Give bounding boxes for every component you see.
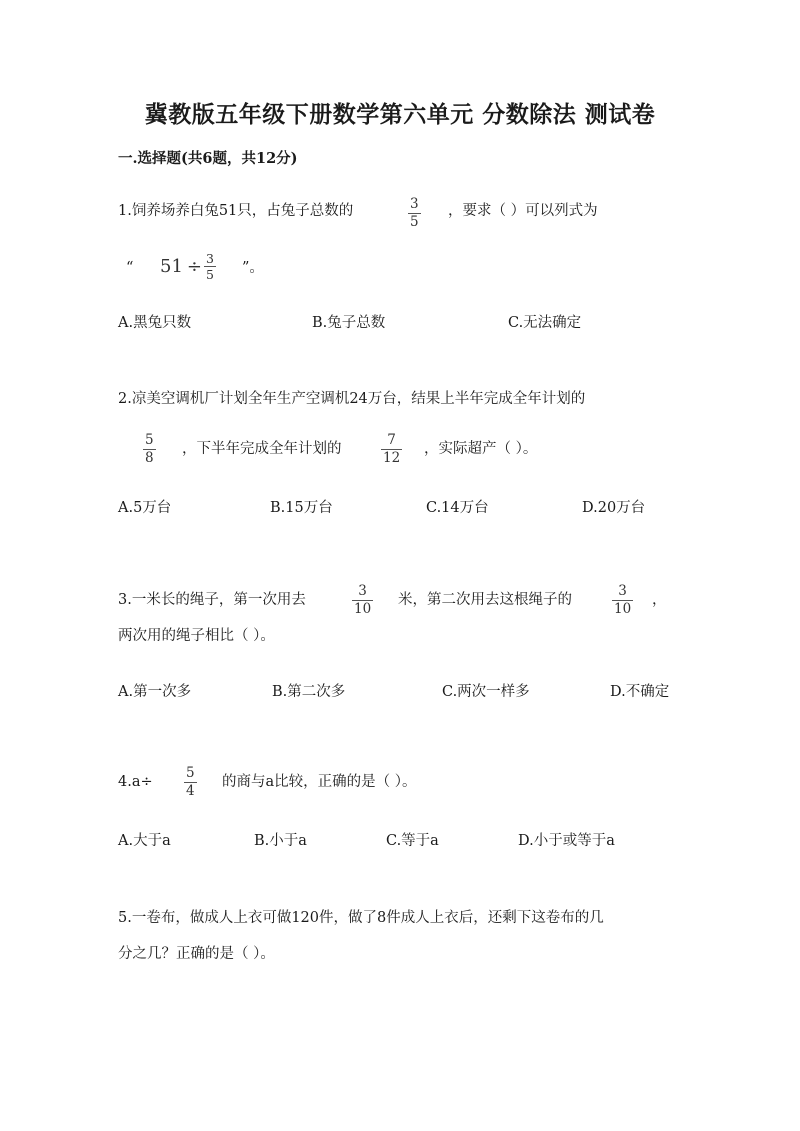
q1-text-end: ，要求（ ）可以列式为 [448, 203, 598, 219]
q3-option-c[interactable]: C.两次一样多 [442, 684, 530, 700]
q2-fraction-2-denominator: 12 [383, 450, 401, 466]
q3-fraction-2-denominator: 10 [614, 601, 632, 617]
q4-fraction-numerator: 5 [186, 765, 195, 781]
q2-fraction-2-numerator: 7 [387, 432, 396, 448]
q1-expr-denominator: 5 [206, 267, 214, 282]
section-heading: 一.选择题(共6题，共12分) [118, 150, 298, 167]
q1-option-b[interactable]: B.兔子总数 [312, 315, 386, 331]
q1-expression-number: 51 [160, 256, 183, 277]
q2-option-b[interactable]: B.15万台 [270, 500, 333, 516]
q2-option-d[interactable]: D.20万台 [582, 500, 646, 516]
divide-sign: ÷ [186, 256, 202, 277]
q1-expression [160, 252, 216, 281]
q2-text-middle: ，下半年完成全年计划的 [182, 441, 342, 457]
q1-quote-close: ”。 [242, 260, 264, 276]
q3-text-middle: 米，第二次用去这根绳子的 [398, 592, 572, 608]
q5-text-line1: 5.一卷布，做成人上衣可做120件，做了8件成人上衣后，还剩下这卷布的几 [118, 910, 604, 926]
q1-option-a[interactable]: A.黑兔只数 [118, 315, 192, 331]
q1-quote-open: “ [126, 260, 134, 276]
q1-option-c[interactable]: C.无法确定 [508, 315, 582, 331]
q4-option-b[interactable]: B.小于a [254, 833, 307, 849]
q1-text-start: 1.饲养场养白兔51只，占兔子总数的 [118, 203, 354, 219]
q4-fraction-denominator: 4 [186, 783, 195, 799]
q2-fraction-1-denominator: 8 [145, 450, 154, 466]
q4-option-c[interactable]: C.等于a [386, 833, 439, 849]
q2-option-a[interactable]: A.5万台 [118, 500, 172, 516]
q1-fraction [408, 197, 421, 230]
q1-expression-fraction [204, 252, 216, 281]
q4-text-start: 4.a÷ [118, 774, 153, 790]
q1-fraction-denominator: 5 [410, 214, 419, 230]
q3-option-b[interactable]: B.第二次多 [272, 684, 346, 700]
q4-text-end: 的商与a比较，正确的是（ ）。 [222, 774, 417, 790]
q2-text-end: ，实际超产（ ）。 [424, 441, 538, 457]
q3-fraction-1-denominator: 10 [354, 601, 372, 617]
q1-expr-numerator: 3 [206, 251, 214, 266]
page-title: 冀教版五年级下册数学第六单元 分数除法 测试卷 [144, 101, 656, 128]
q2-fraction-1-numerator: 5 [145, 432, 154, 448]
q4-option-a[interactable]: A.大于a [118, 833, 171, 849]
q3-fraction-2 [612, 584, 633, 617]
q3-fraction-2-numerator: 3 [618, 583, 627, 599]
q1-fraction-numerator: 3 [410, 196, 419, 212]
q3-option-d[interactable]: D.不确定 [610, 684, 670, 700]
q3-fraction-1-numerator: 3 [358, 583, 367, 599]
q2-option-c[interactable]: C.14万台 [426, 500, 489, 516]
q3-text-end: ， [652, 592, 667, 608]
q2-fraction-2 [381, 433, 402, 466]
q3-text-line2: 两次用的绳子相比（ ）。 [118, 628, 275, 644]
q3-option-a[interactable]: A.第一次多 [118, 684, 192, 700]
q3-fraction-1 [352, 584, 373, 617]
q2-fraction-1 [143, 433, 156, 466]
q5-text-line2: 分之几？正确的是（ ）。 [118, 946, 275, 962]
q2-text-line1: 2.凉美空调机厂计划全年生产空调机24万台，结果上半年完成全年计划的 [118, 391, 586, 407]
q4-option-d[interactable]: D.小于或等于a [518, 833, 615, 849]
q3-text-start: 3.一米长的绳子，第一次用去 [118, 592, 306, 608]
q4-fraction [184, 766, 197, 799]
